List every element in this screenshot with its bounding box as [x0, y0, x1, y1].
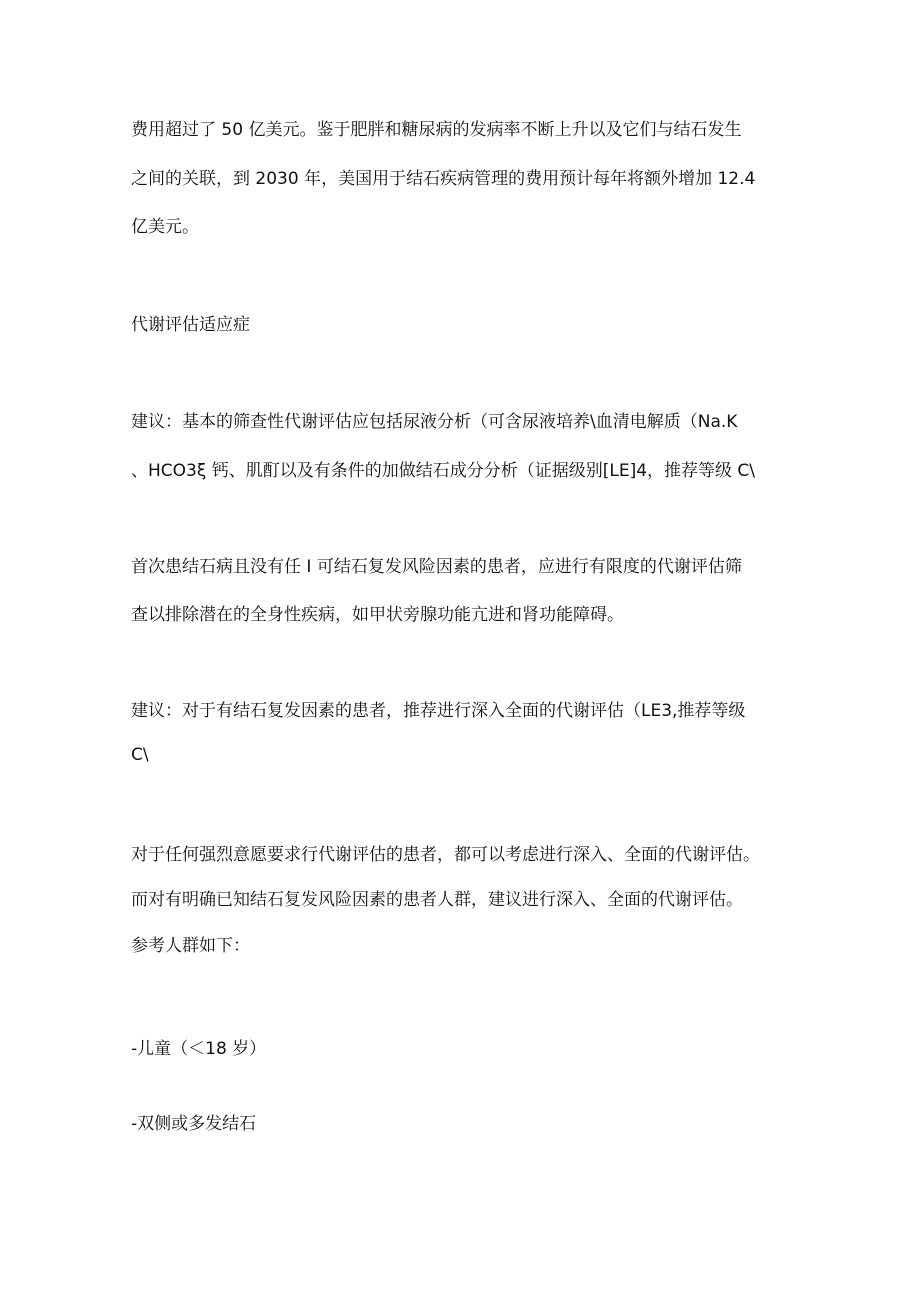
- paragraph-line: 查以排除潜在的全身性疾病，如甲状旁腺功能亢进和肾功能障碍。: [131, 605, 624, 625]
- paragraph-line: 之间的关联，到 2030 年，美国用于结石疾病管理的费用预计每年将额外增加 12.4: [131, 169, 756, 189]
- paragraph-line: 首次患结石病且没有任 I 可结石复发风险因素的患者，应进行有限度的代谢评估筛: [131, 557, 742, 577]
- paragraph-line: C\: [131, 745, 149, 765]
- list-item: -双侧或多发结石: [131, 1114, 257, 1134]
- paragraph-line: 亿美元。: [131, 217, 199, 237]
- paragraph-line: 参考人群如下：: [131, 936, 250, 956]
- section-heading: 代谢评估适应症: [131, 315, 250, 335]
- paragraph-line: 建议：对于有结石复发因素的患者，推荐进行深入全面的代谢评估（LE3,推荐等级: [131, 701, 746, 721]
- paragraph-line: 建议：基本的筛查性代谢评估应包括尿液分析（可含尿液培养\血清电解质（Na.K: [131, 412, 738, 432]
- paragraph-line: 费用超过了 50 亿美元。鉴于肥胖和糖尿病的发病率不断上升以及它们与结石发生: [131, 120, 742, 140]
- paragraph-line: 、HCO3ξ 钙、肌酊以及有条件的加做结石成分分析（证据级别[LE]4，推荐等级 C\: [131, 461, 756, 481]
- list-item: -儿童（＜18 岁）: [131, 1039, 267, 1059]
- paragraph-line: 而对有明确已知结石复发风险因素的患者人群，建议进行深入、全面的代谢评估。: [131, 890, 743, 910]
- paragraph-line: 对于任何强烈意愿要求行代谢评估的患者，都可以考虑进行深入、全面的代谢评估。: [131, 845, 760, 865]
